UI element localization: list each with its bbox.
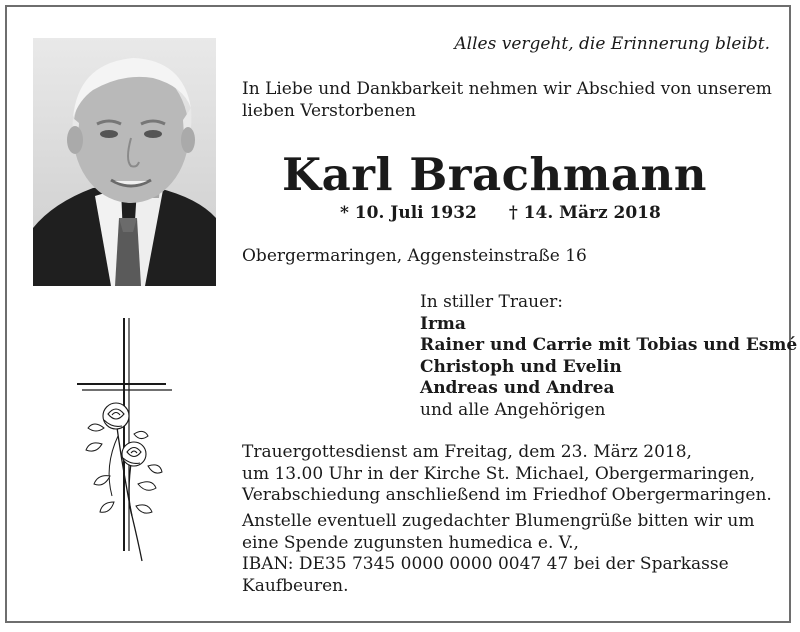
mourner-name: Rainer und Carrie mit Tobias und Esmé: [420, 335, 798, 355]
deceased-name: Karl Brachmann: [282, 148, 707, 201]
mourners-closing: und alle Angehörigen: [420, 399, 606, 420]
service-info: [242, 442, 782, 507]
address: Obergermaringen, Aggensteinstraße 16: [242, 246, 587, 266]
service-line: Verabschiedung anschließend im Friedhof Obergermaringen.: [242, 485, 772, 505]
mourner-name: Christoph und Evelin: [420, 356, 622, 377]
mourners-heading: In stiller Trauer:: [420, 292, 563, 312]
portrait-photo: [33, 38, 216, 286]
service-line: Trauergottesdienst am Freitag, dem 23. März 2018,: [242, 442, 692, 462]
life-dates: [340, 203, 661, 223]
mourner-name: Irma: [420, 313, 466, 334]
mourner-name: Andreas und Andrea: [420, 378, 615, 398]
intro-line: In Liebe und Dankbarkeit nehmen wir Abschied von unserem: [242, 79, 772, 99]
motto-quote: Alles vergeht, die Erinnerung bleibt.: [454, 34, 770, 54]
donation-line: Anstelle eventuell zugedachter Blumengrüße bitten wir um: [242, 511, 755, 531]
mourners-block: [420, 292, 797, 421]
donation-info: [242, 511, 782, 597]
service-line: um 13.00 Uhr in der Kirche St. Michael, Obergermaringen,: [242, 463, 755, 484]
cross-with-roses-icon: [74, 316, 184, 570]
birth-date: * 10. Juli 1932: [340, 203, 477, 223]
donation-line: Kaufbeuren.: [242, 575, 349, 596]
intro-text: [242, 78, 772, 122]
donation-line: eine Spende zugunsten humedica e. V.,: [242, 532, 579, 553]
intro-line: lieben Verstorbenen: [242, 101, 416, 121]
death-date: † 14. März 2018: [508, 203, 661, 223]
donation-line: IBAN: DE35 7345 0000 0000 0047 47 bei der Sparkasse: [242, 554, 729, 574]
